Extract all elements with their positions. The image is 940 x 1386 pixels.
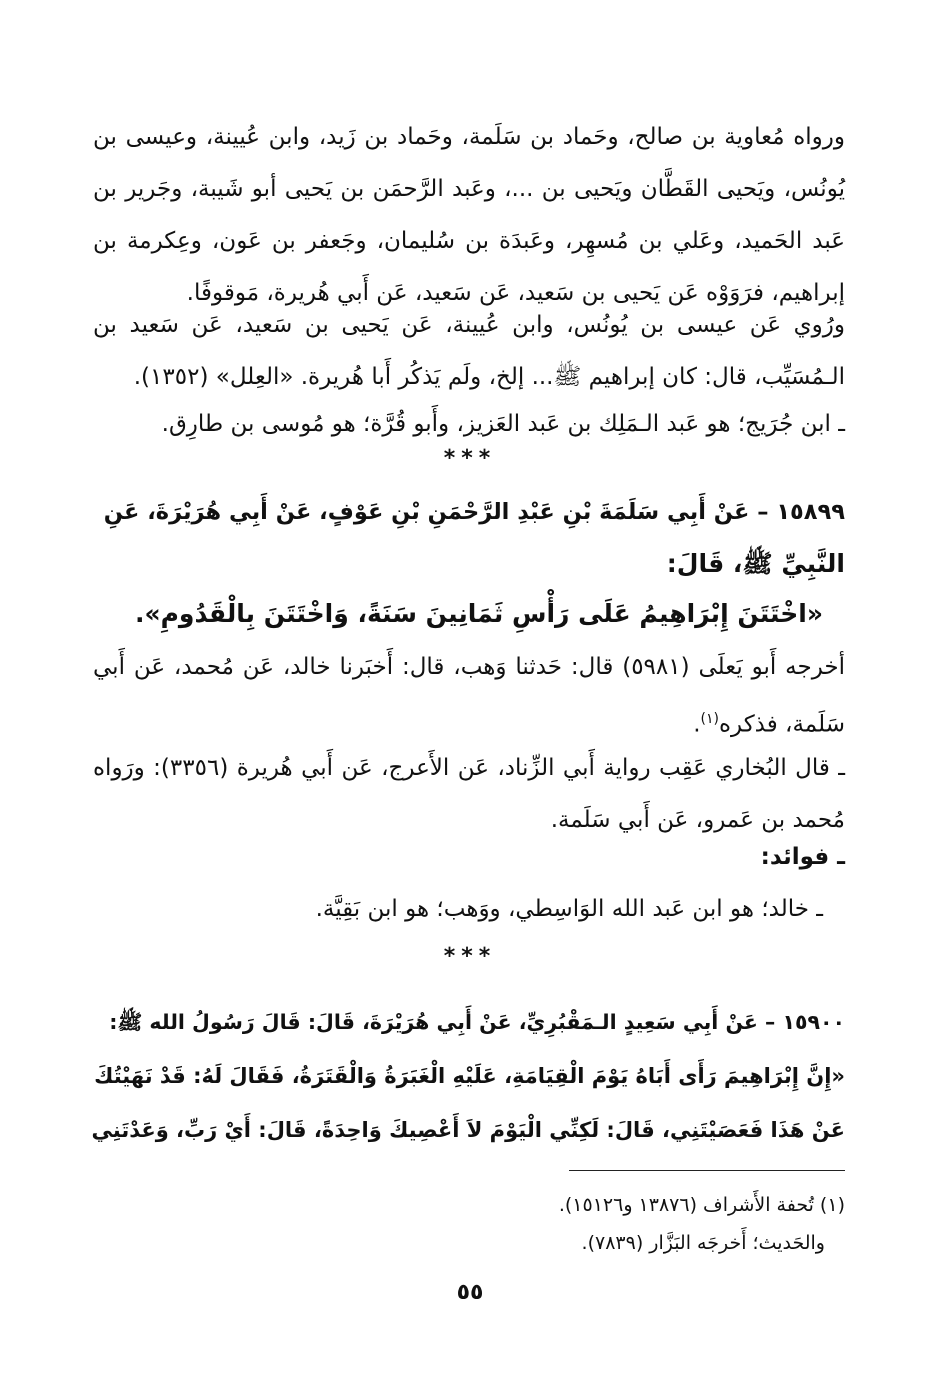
fawaid-text: ـ خالد؛ هو ابن عَبد الله الوَاسِطي، ووَهب؛ هو ابن بَقِيَّة. [315,896,823,922]
footnote-1: (١) تُحفة الأَشراف (١٣٨٧٦ و١٥١٢٦). [558,1194,845,1216]
footnote-divider [569,1170,845,1171]
section-separator: *** [443,944,497,969]
hadith-15900-matn-line1: «إِنَّ إِبْرَاهِيمَ رَأَى أَبَاهُ يَوْمَ الْقِيَامَةِ، عَلَيْهِ الْغَبَرَةُ وَالْقَتَرَةُ، فَقَالَ لَهُ: قَدْ نَهَيْتُكَ [94,1064,845,1088]
section-separator: *** [443,446,497,471]
hadith-number: ١٥٩٠٠ [782,1010,845,1034]
paragraph-narrators-list: ورواه مُعاوية بن صالح، وحَماد بن سَلَمة، وحَماد بن زَيد، وابن عُيينة، وعيسى بن يُونُس، ويَحيى القَطَّان ويَحيى بن ...، وعَبد الرَّحمَن بن يَحيى أبو شَيبة، وجَرير بن عَبد الحَميد، وعَلي بن مُسهِر، وعَبدَة بن سُليمان، وجَعفر بن عَون، وعِكرمة بن إبراهيم، فرَوَوْه عَن يَحيى بن سَعيد، عَن سَعيد، عَن أَبي هُريرة، مَوقوفًا. [93,124,845,306]
hadith-isnad-text: – عَنْ أَبِي سَعِيدٍ الـمَقْبُرِيِّ، عَنْ أَبِي هُرَيْرَةَ، قَالَ: قَالَ رَسُولُ الله ﷺ: [109,1010,776,1034]
fawaid-heading: ـ فوائد: [760,844,845,870]
hadith-15899-isnad-line1 [93,486,845,538]
hadith-15899-isnad-line2: النَّبِيِّ ﷺ، قَالَ: [666,549,845,578]
hadith-15900-isnad [93,996,845,1048]
paragraph-ibn-jurayj-note: ـ ابن جُرَيج؛ هو عَبد الـمَلِك بن عَبد العَزيز، وأَبو قُرَّة؛ هو مُوسى بن طارِق. [161,411,845,437]
hadith-15899-takhrij [93,641,845,751]
hadith-isnad-text: – عَنْ أَبِي سَلَمَةَ بْنِ عَبْدِ الرَّحْمَنِ بْنِ عَوْفٍ، عَنْ أَبِي هُرَيْرَةَ، عَنِ [103,499,769,525]
takhrij-text: أخرجه أَبو يَعلَى (٥٩٨١) قال: حَدثنا وَهب، قال: أَخبَرنا خالد، عَن مُحمد، عَن أَبي سَلَمة، فذكره [93,654,845,738]
footnote-2: والحَديث؛ أَخرجَه البَزَّار (٧٨٣٩). [581,1232,825,1254]
hadith-15899-bukhari-note: ـ قال البُخاري عَقِب رواية أَبي الزِّناد، عَن الأَعرج، عَن أَبي هُريرة (٣٣٥٦): ورَواه مُحمد بن عَمرو، عَن أَبي سَلَمة. [93,755,845,833]
hadith-15899-matn: «اخْتَتَنَ إِبْرَاهِيمُ عَلَى رَأْسِ ثَمَانِينَ سَنَةً، وَاخْتَتَنَ بِالْقَدُومِ». [134,599,823,628]
hadith-15900-matn-line2: عَنْ هَذَا فَعَصَيْتَنِي، قَالَ: لَكِنِّي الْيَوْمَ لاَ أَعْصِيكَ وَاحِدَةً، قَالَ: أَيْ رَبِّ، وَعَدْتَنِي [91,1118,845,1142]
page-number: ٥٥ [456,1280,484,1305]
footnote-marker: (١) [700,711,719,727]
takhrij-end: . [693,711,701,738]
paragraph-alternate-narration: ورُوي عَن عيسى بن يُونُس، وابن عُيينة، عَن يَحيى بن سَعيد، عَن سَعيد بن الـمُسَيِّب، قال: كان إبراهيم ﷺ... إلخ، ولَم يَذكُر أَبا هُريرة. «العِلل» (١٣٥٢). [93,312,845,390]
hadith-number: ١٥٨٩٩ [776,499,845,525]
